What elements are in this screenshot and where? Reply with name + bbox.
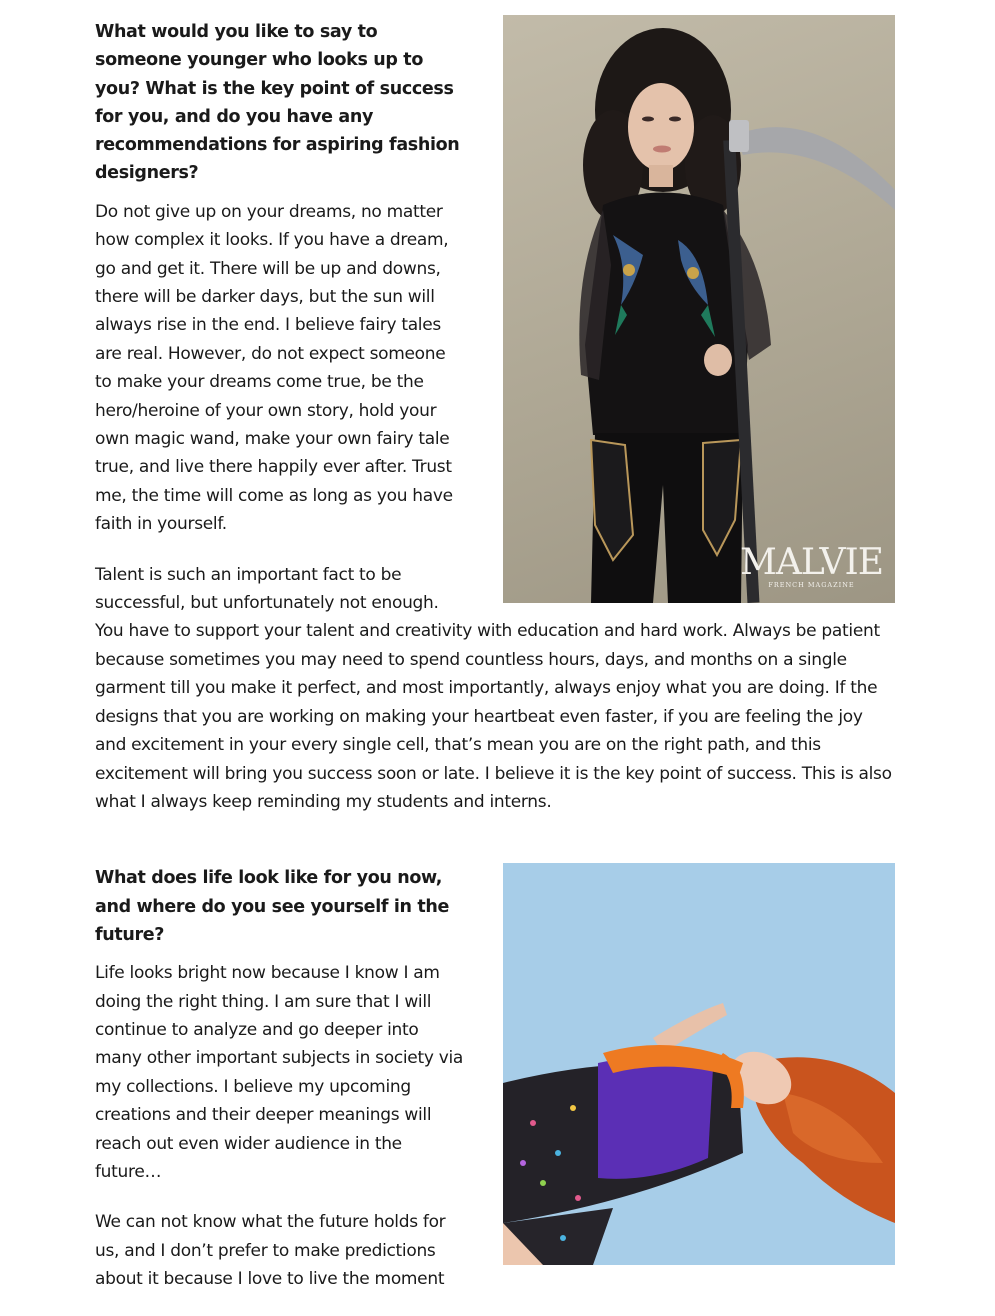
article-body — [95, 0, 895, 1316]
answer-paragraph: Do not give up on your dreams, no matter how complex it looks. If you have a dream, go and get it. There will be up and downs, there will be darker days, but the sun will always rise in the end. I believe fairy tales are real. However, do not expect someone to make your dreams come true, be the hero/heroine of your own story, hold your own magic wand, make your own fairy tale true, and live there happily ever after. Trust me, the time will come as long as you have faith in yourself. — [95, 201, 453, 535]
interview-question: What would you like to say to someone younger who looks up to you? What is the key point of success for you, and do you have any recommendations for aspiring fashion designers? — [95, 22, 460, 184]
model-photo-illustration — [503, 15, 895, 603]
model-photo-black-outfit-scythe — [503, 15, 895, 603]
interview-section-future — [95, 838, 895, 1293]
interview-question: What does life look like for you now, and where do you see yourself in the future? — [95, 868, 449, 945]
answer-paragraph: Talent is such an important fact to be successful, but unfortunately not enough. You have to support your talent and creativity with education and hard work. Always be patient because sometimes you may need to spend countless hours, days, and months on a single garment till you make it perfect, and most importantly, always enjoy what you are doing. If the designs that you are working on making your heartbeat even faster, if you are feeling the joy and excitement in your every single cell, that’s mean you are on the right path, and this excitement will bring you success soon or late. I believe it is the key point of success. This is also what I always keep reminding my students and interns. — [95, 564, 892, 812]
watermark-subtitle: FRENCH MAGAZINE — [768, 581, 855, 589]
model-photo-illustration — [503, 863, 895, 1265]
malvie-watermark — [740, 542, 883, 589]
answer-paragraph: Life looks bright now because I know I am doing the right thing. I am sure that I will continue to analyze and go deeper into many other important subjects in society via my collections. I believe my upcoming creations and their deeper meanings will reach out even wider audience in the future… — [95, 963, 463, 1183]
answer-paragraph: We can not know what the future holds for us, and I don’t prefer to make predictions about it because I love to live the moment — [95, 1212, 446, 1290]
model-photo-lying-red-hair — [503, 863, 895, 1265]
interview-section-advice — [95, 0, 895, 816]
watermark-title: MALVIE — [740, 542, 883, 583]
